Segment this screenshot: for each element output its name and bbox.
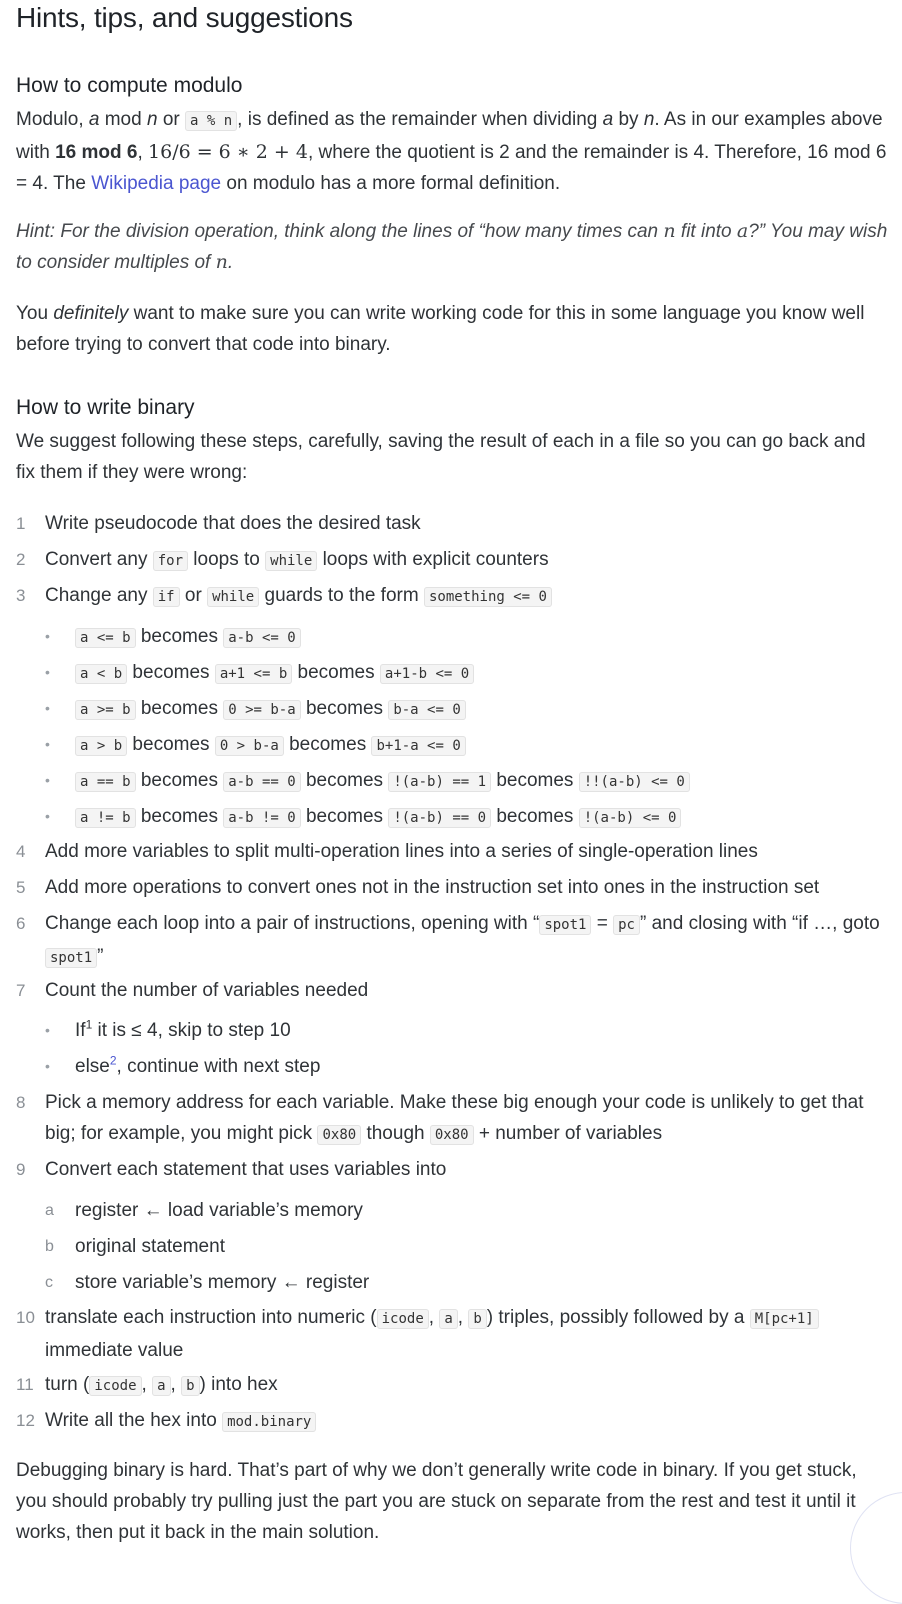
step-number: 5 (16, 878, 26, 897)
step-number: 8 (16, 1093, 26, 1112)
binary-heading: How to write binary (16, 396, 195, 419)
math-expression: 16/6 = 6 ∗ 2 + 4 (148, 141, 308, 163)
step-number: 1 (16, 514, 26, 533)
hint-paragraph: Hint: For the division operation, think along the lines of “how many times can n fit into a?” You may wish to consider multiples of n. (16, 220, 888, 273)
step-number: 4 (16, 842, 26, 861)
step-number: 3 (16, 586, 26, 605)
modulo-heading: How to compute modulo (16, 74, 243, 97)
modulo-definition: Modulo, a mod n or a % n , is defined as the remainder when dividing a by n. As in our examples above with 16 mod 6, 16/6 = 6 ∗ 2 + 4, where the quotient is 2 and the remainder is 4. Therefore, 16 mod 6 = 4. The Wikipedia page on modulo has a more formal definition. (16, 109, 887, 194)
debugging-paragraph: Debugging binary is hard. That’s part of why we don’t generally write code in binary. If you get stuck, you should probably try pulling just the part you are stuck on separate from the rest and test it until it works, then put it back in the main solution. (16, 1460, 857, 1543)
step-number: 7 (16, 981, 26, 1000)
footnote-ref[interactable]: 1 (85, 1017, 93, 1032)
step-number: 9 (16, 1160, 26, 1179)
step-number: 2 (16, 550, 26, 569)
binary-intro: We suggest following these steps, carefully, saving the result of each in a file so you can go back and fix them if they were wrong: (16, 431, 866, 483)
step-number: 11 (16, 1375, 34, 1394)
page-title: Hints, tips, and suggestions (16, 2, 353, 33)
inline-code: a % n (185, 111, 237, 131)
step-number: 10 (16, 1308, 35, 1327)
bold-example: 16 mod 6 (55, 142, 138, 163)
step-number: 12 (16, 1411, 35, 1430)
wikipedia-link[interactable]: Wikipedia page (91, 173, 222, 194)
step-number: 6 (16, 914, 26, 933)
footnote-ref[interactable]: 2 (109, 1053, 117, 1068)
definitely-paragraph: You definitely want to make sure you can write working code for this in some language you know well before trying to convert that code into binary. (16, 303, 865, 355)
